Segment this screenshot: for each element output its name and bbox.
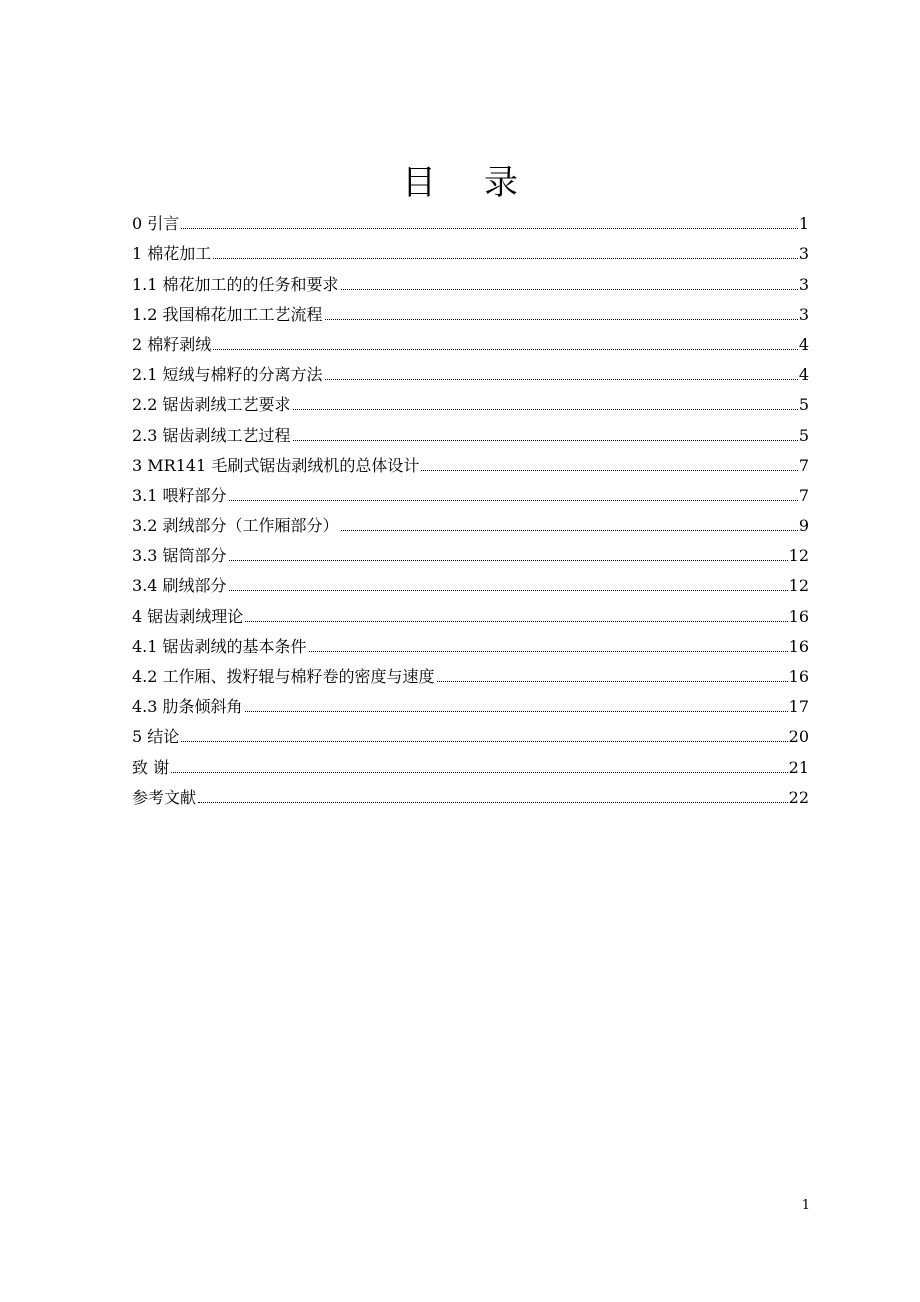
toc-entry[interactable] [132, 264, 809, 294]
toc-entry-page-number: 1 [798, 214, 809, 234]
toc-entry-page-number: 7 [798, 485, 809, 505]
toc-entry-label: 4 锯齿剥绒理论 [132, 606, 244, 626]
title-char-right: 录 [484, 163, 518, 203]
toc-dot-leader [341, 529, 798, 531]
toc-entry-page-number: 20 [788, 727, 809, 747]
toc-entry-label: 2.3 锯齿剥绒工艺过程 [132, 425, 291, 445]
toc-entry[interactable] [132, 506, 809, 536]
toc-entry-label: 1.1 棉花加工的的任务和要求 [132, 274, 339, 294]
toc-entry-label: 3.4 刷绒部分 [132, 576, 227, 596]
toc-dot-leader [213, 348, 798, 350]
toc-entry-page-number: 17 [788, 697, 809, 717]
toc-entry[interactable] [132, 355, 809, 385]
toc-entry-page-number: 9 [798, 516, 809, 536]
toc-dot-leader [293, 439, 798, 441]
toc-entry-page-number: 16 [788, 606, 809, 626]
toc-dot-leader [293, 408, 798, 410]
toc-entry[interactable] [132, 717, 809, 747]
toc-entry-label: 2.2 锯齿剥绒工艺要求 [132, 395, 291, 415]
toc-dot-leader [171, 771, 788, 773]
toc-dot-leader [245, 710, 788, 712]
toc-entry-page-number: 16 [788, 667, 809, 686]
toc-dot-leader [181, 227, 798, 229]
toc-entry[interactable] [132, 627, 809, 657]
toc-dot-leader [229, 499, 798, 501]
toc-entry[interactable] [132, 476, 809, 506]
toc-entry-page-number: 12 [788, 576, 809, 596]
toc-entry-page-number: 4 [798, 334, 809, 354]
toc-dot-leader [181, 740, 787, 742]
toc-entry-page-number: 4 [798, 365, 809, 385]
toc-entry-page-number: 16 [788, 636, 809, 656]
toc-entry-label: 0 引言 [132, 214, 180, 234]
toc-entry-page-number: 3 [798, 244, 809, 264]
toc-entry-label: 致 谢 [132, 757, 170, 777]
toc-dot-leader [229, 559, 788, 561]
toc-entry-page-number: 3 [798, 304, 809, 324]
toc-dot-leader [229, 589, 788, 591]
toc-dot-leader [325, 318, 798, 320]
toc-entry[interactable] [132, 204, 809, 234]
toc-entry[interactable] [132, 415, 809, 445]
footer-page-number: 1 [801, 1198, 810, 1213]
toc-entry-page-number: 12 [788, 546, 809, 566]
toc-entry[interactable] [132, 596, 809, 626]
toc-entry[interactable] [132, 747, 809, 777]
toc-dot-leader [245, 620, 787, 622]
toc-entry-label: 3.1 喂籽部分 [132, 485, 227, 505]
toc-entry-label: 3.2 剥绒部分（工作厢部分） [132, 516, 339, 536]
toc-entry[interactable] [132, 385, 809, 415]
toc-entry-label: 4.1 锯齿剥绒的基本条件 [132, 636, 307, 656]
toc-entry-page-number: 7 [798, 455, 809, 475]
page-title [0, 155, 920, 204]
toc-entry-label: 3.3 锯筒部分 [132, 546, 227, 566]
toc-entry-label: 4.3 肋条倾斜角 [132, 697, 243, 717]
table-of-contents [132, 204, 809, 808]
toc-dot-leader [198, 801, 788, 803]
toc-entry-label: 参考文献 [132, 787, 197, 807]
toc-entry[interactable] [132, 566, 809, 596]
toc-dot-leader [213, 257, 798, 259]
toc-dot-leader [421, 469, 797, 471]
toc-entry[interactable] [132, 778, 809, 808]
toc-entry[interactable] [132, 536, 809, 566]
toc-entry[interactable] [132, 325, 809, 355]
toc-entry-page-number: 3 [798, 274, 809, 294]
toc-dot-leader [325, 378, 798, 380]
toc-entry[interactable] [132, 234, 809, 264]
toc-entry[interactable] [132, 657, 809, 687]
toc-entry-page-number: 5 [798, 395, 809, 415]
toc-entry[interactable] [132, 295, 809, 325]
toc-entry-label: 2.1 短绒与棉籽的分离方法 [132, 365, 323, 385]
toc-entry-label: 1.2 我国棉花加工工艺流程 [132, 304, 323, 324]
toc-dot-leader [437, 680, 788, 682]
toc-dot-leader [309, 650, 788, 652]
toc-dot-leader [341, 288, 798, 290]
toc-entry-page-number: 21 [788, 757, 809, 777]
toc-entry[interactable] [132, 687, 809, 717]
title-char-left: 目 [402, 163, 436, 203]
toc-entry-label: 1 棉花加工 [132, 244, 212, 264]
toc-entry-label: 3 MR141 毛刷式锯齿剥绒机的总体设计 [132, 455, 420, 475]
toc-entry-page-number: 22 [788, 787, 809, 807]
toc-entry-page-number: 5 [798, 425, 809, 445]
toc-entry-label: 2 棉籽剥绒 [132, 334, 212, 354]
toc-entry-label: 4.2 工作厢、拨籽辊与棉籽卷的密度与速度 [132, 667, 435, 686]
toc-entry-label: 5 结论 [132, 727, 180, 747]
toc-entry[interactable] [132, 446, 809, 476]
